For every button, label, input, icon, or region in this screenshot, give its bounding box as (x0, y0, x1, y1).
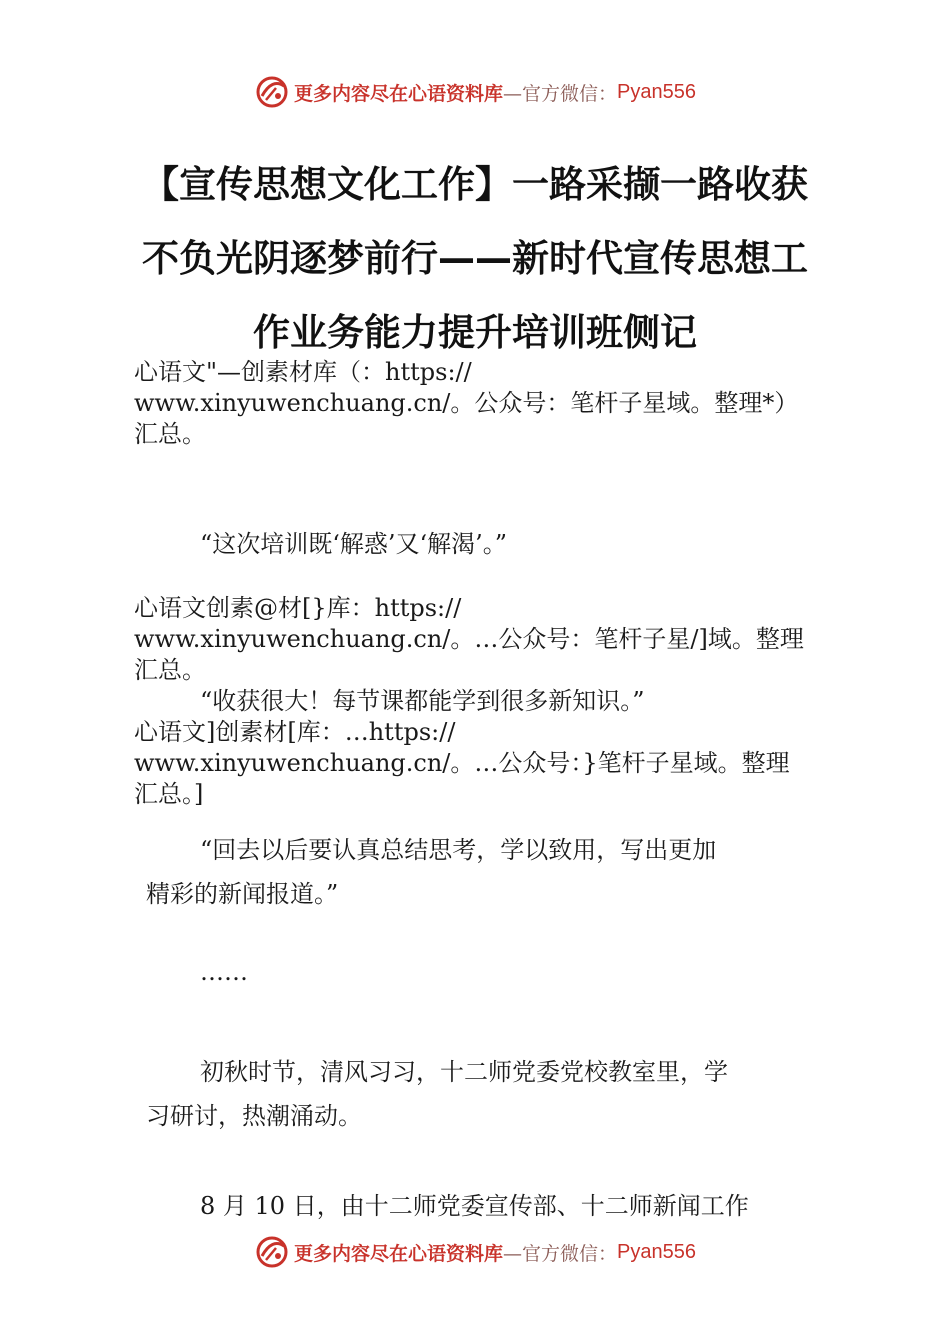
body-line: www.xinyuwenchuang.cn/。…公众号：}笔杆子星域。整理 (134, 749, 790, 777)
xinyu-logo-icon (254, 74, 290, 110)
body-line: 心语文]创素材[库：…https:// (134, 718, 456, 746)
banner-wechat-id: Pyan556 (617, 80, 696, 103)
body-line: 汇总。 (134, 420, 206, 448)
body-line: 汇总。 (134, 656, 206, 684)
banner-red-text: 更多内容尽在心语资料库 (294, 1242, 504, 1265)
body-line: 心语文"—创素材库（：https:// (134, 358, 472, 386)
xinyu-logo-icon (254, 1234, 290, 1270)
document-title-line-2: 不负光阴逐梦前行——新时代宣传思想工 (142, 237, 808, 280)
quote-line: “收获很大！每节课都能学到很多新知识。” (200, 687, 645, 715)
body-line: www.xinyuwenchuang.cn/。公众号：笔杆子星域。整理*） (134, 389, 799, 417)
quote-line: “这次培训既‘解惑’又‘解渴’。” (200, 530, 508, 558)
body-line: 心语文创素@材[}库：https:// (134, 594, 462, 622)
paragraph-line: 习研讨，热潮涌动。 (146, 1102, 362, 1130)
banner-wechat-id: Pyan556 (617, 1240, 696, 1263)
banner-dash-text: —官方微信： (503, 1242, 618, 1265)
document-title-line-3: 作业务能力提升培训班侧记 (253, 311, 697, 354)
document-title-line-1: 【宣传思想文化工作】一路采撷一路收获 (142, 163, 808, 206)
paragraph-line: 8 月 10 日，由十二师党委宣传部、十二师新闻工作 (200, 1192, 749, 1220)
quote-line: 精彩的新闻报道。” (146, 880, 339, 908)
banner-red-text: 更多内容尽在心语资料库 (294, 82, 504, 105)
ellipsis-line: …… (200, 958, 248, 986)
body-line: www.xinyuwenchuang.cn/。…公众号：笔杆子星/]域。整理 (134, 625, 804, 653)
body-line: 汇总。] (134, 780, 204, 808)
paragraph-line: 初秋时节，清风习习，十二师党委党校教室里，学 (200, 1058, 728, 1086)
quote-line: “回去以后要认真总结思考，学以致用，写出更加 (200, 836, 717, 864)
footer-watermark-banner (0, 1232, 950, 1272)
banner-dash-text: —官方微信： (503, 82, 618, 105)
header-watermark-banner (0, 72, 950, 112)
